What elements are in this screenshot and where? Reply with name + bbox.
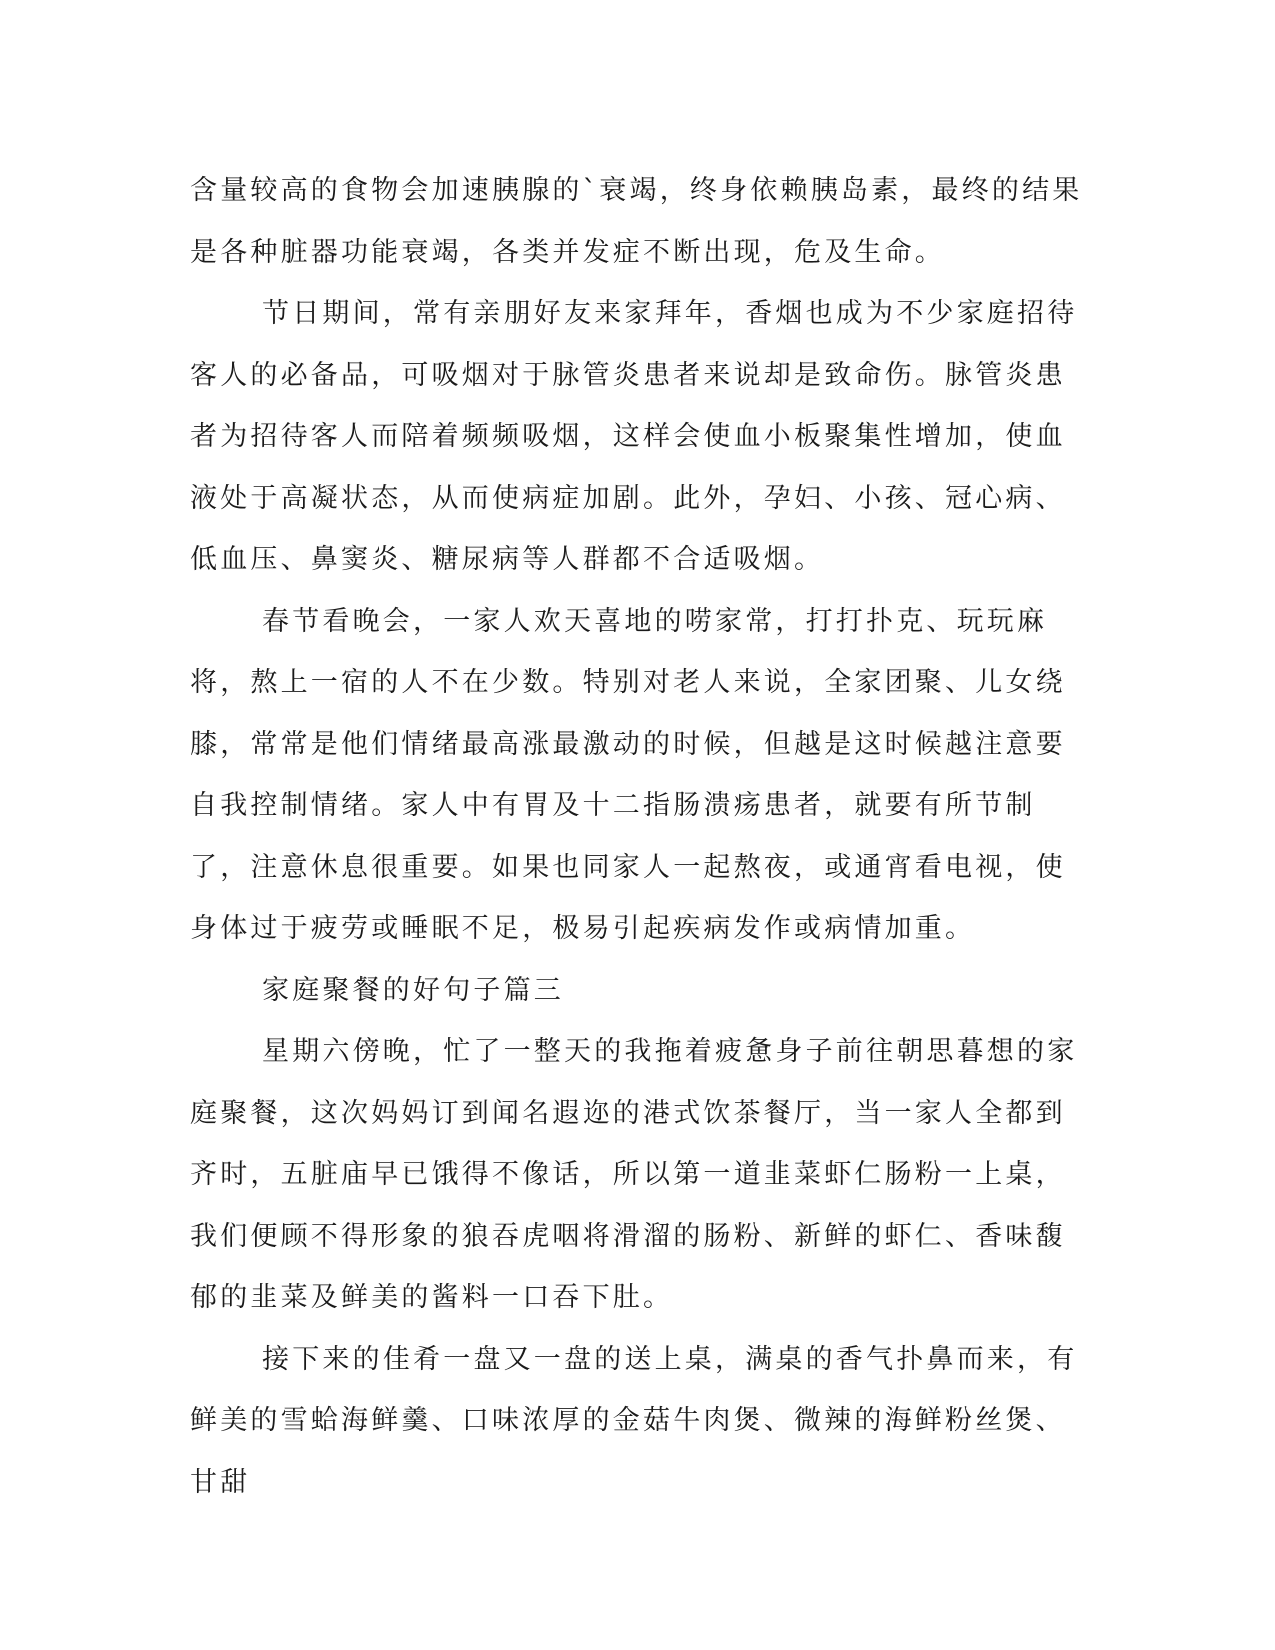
paragraph-5: 接下来的佳肴一盘又一盘的送上桌，满桌的香气扑鼻而来，有鲜美的雪蛤海鲜羹、口味浓厚的金菇牛肉煲、微辣的海鲜粉丝煲、甘甜 (190, 1343, 1078, 1498)
paragraph-4: 星期六傍晚，忙了一整天的我拖着疲惫身子前往朝思暮想的家庭聚餐，这次妈妈订到闻名遐迩的港式饮茶餐厅，当一家人全都到齐时，五脏庙早已饿得不像话，所以第一道韭菜虾仁肠粉一上桌，我们便顾不得形象的狼吞虎咽将滑溜的肠粉、新鲜的虾仁、香味馥郁的韭菜及鲜美的酱料一口吞下肚。 (190, 1036, 1078, 1313)
paragraph-1: 含量较高的食物会加速胰腺的`衰竭，终身依赖胰岛素，最终的结果是各种脏器功能衰竭，各类并发症不断出现，危及生命。 (190, 175, 1083, 268)
paragraph-2: 节日期间，常有亲朋好友来家拜年，香烟也成为不少家庭招待客人的必备品，可吸烟对于脉管炎患者来说却是致命伤。脉管炎患者为招待客人而陪着频频吸烟，这样会使血小板聚集性增加，使血液处于高凝状态，从而使病症加剧。此外，孕妇、小孩、冠心病、低血压、鼻窦炎、糖尿病等人群都不合适吸烟。 (190, 298, 1078, 575)
paragraph-3: 春节看晚会，一家人欢天喜地的唠家常，打打扑克、玩玩麻将，熬上一宿的人不在少数。特别对老人来说，全家团聚、儿女绕膝，常常是他们情绪最高涨最激动的时候，但越是这时候越注意要自我控制情绪。家人中有胃及十二指肠溃疡患者，就要有所节制了，注意休息很重要。如果也同家人一起熬夜，或通宵看电视，使身体过于疲劳或睡眠不足，极易引起疾病发作或病情加重。 (190, 605, 1066, 944)
section-heading: 家庭聚餐的好句子篇三 (262, 974, 564, 1006)
document-body (190, 160, 1085, 1513)
